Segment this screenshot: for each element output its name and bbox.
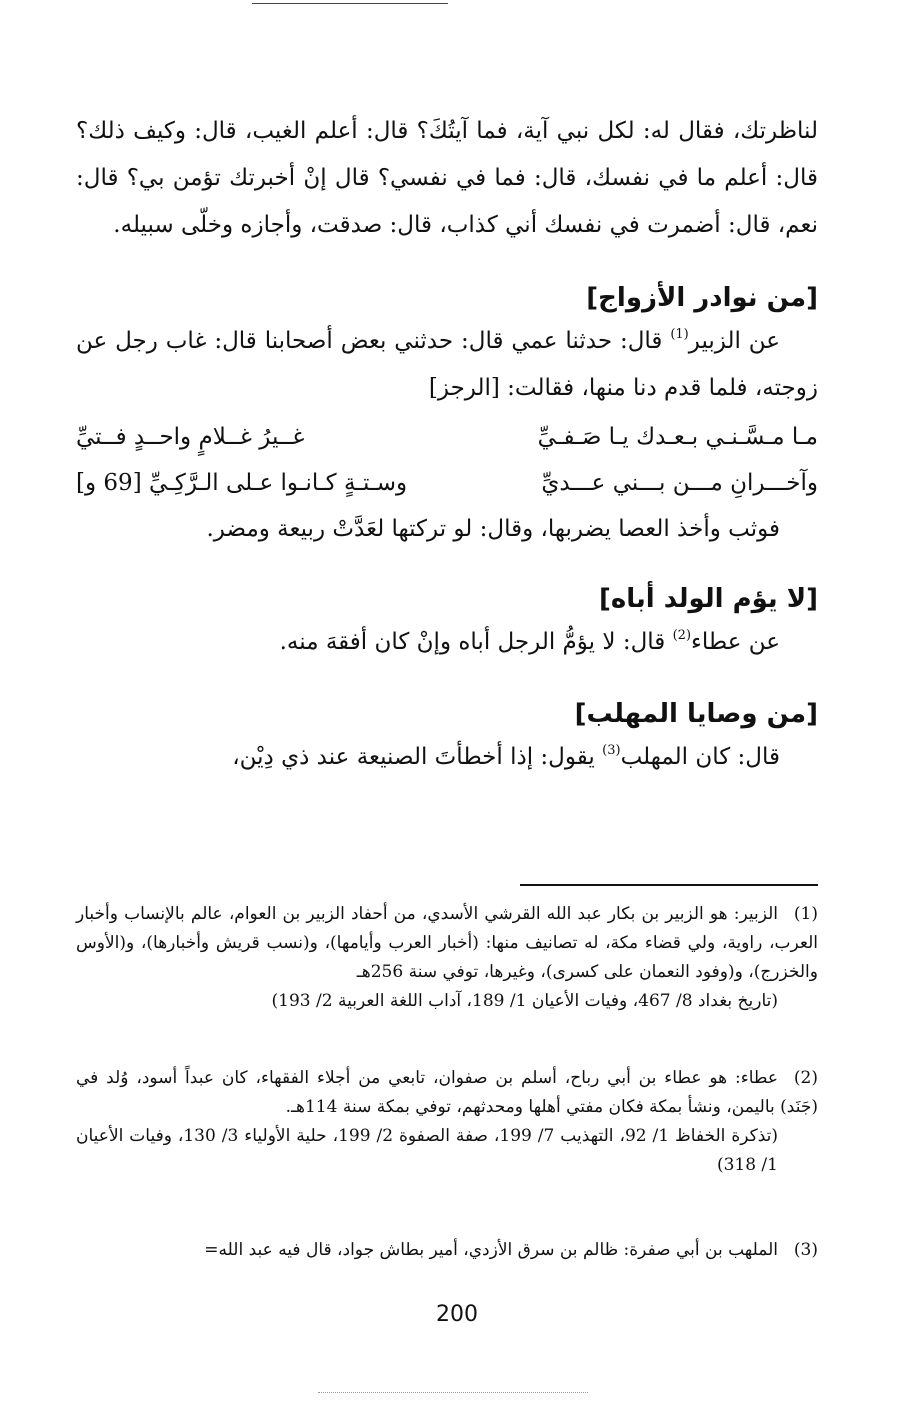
intro-after: قال: حدثنا عمي قال: حدثني بعض أصحابنا قال: غاب رجل عن زوجته، فلما قدم دنا منها، فقالت: [الرجز]: [76, 328, 818, 401]
verse-1-second-hemistich: غــيرُ غــلامٍ واحــدٍ فــتيِّ: [76, 424, 305, 450]
section-heading-muhallab: [من وصايا المهلب]: [574, 699, 818, 729]
footnote-ref-2: (2): [672, 628, 692, 643]
section-spouses-intro: [76, 318, 818, 412]
section-heading-spouses: [من نوادر الأزواج]: [586, 283, 818, 313]
verse-2-second-hemistich: وسـتـةٍ كـانـوا عـلى الـرَّكِـيِّ [69 و]: [76, 470, 408, 496]
footnote-2-number: (2): [793, 1068, 818, 1088]
intro-before: عن الزبير: [688, 328, 780, 354]
page-number: 200: [436, 1302, 478, 1327]
verse-2-first-hemistich: وآخـــرانِ مـــن بـــني عـــديِّ: [541, 470, 818, 496]
verse-line-2: [76, 460, 818, 506]
main-text: [76, 108, 818, 781]
verse-line-1: [76, 414, 818, 460]
opening-paragraph: لناظرتك، فقال له: لكل نبي آية، فما آيتُكَ؟ قال: أعلم الغيب، قال: وكيف ذلك؟ قال: أعلم ما في نفسك، قال: فما في نفسي؟ قال إنْ أخبرتك تؤمن بي؟ قال: نعم، قال: أضمرت في نفسك أني كذاب، قال: صدقت، وأجازه وخلّى سبيله.: [76, 118, 818, 238]
section-imam-text: [76, 619, 818, 666]
footnote-ref-1: (1): [670, 327, 689, 342]
muhallab-text-after: يقول: إذا أخطأتَ الصنيعة عند ذي دِيْن،: [232, 744, 603, 770]
footnote-3-text: الملهب بن أبي صفرة: ظالم بن سرق الأزدي، أمير بطاش جواد، قال فيه عبد الله=: [204, 1240, 778, 1260]
footnote-1-text: الزبير: هو الزبير بن بكار عبد الله القرشي الأسدي، من أحفاد الزبير بن العوام، عالم بالإنساب وأخبار العرب، راوية، ولي قضاء مكة، له تصانيف منها: (أخبار العرب وأيامها)، و(نسب قريش وأخبارها)، و(الأوس والخزرج)، و(وفود النعمان على كسرى)، وغيرها، توفي سنة 256هـ: [76, 904, 818, 982]
footnote-2-source: (تذكرة الخفاظ 1/ 92، التهذيب 7/ 199، صفة الصفوة 2/ 199، حلية الأولياء 3/ 130، وفيات الأعيان 1/ 318): [76, 1126, 779, 1175]
section-muhallab-text: [76, 734, 818, 781]
footnote-3-number: (3): [793, 1240, 818, 1260]
section-heading-imam: [لا يؤم الولد أباه]: [599, 584, 818, 614]
muhallab-text-before: قال: كان المهلب: [620, 744, 780, 770]
imam-text-after: قال: لا يؤمُّ الرجل أباه وإنْ كان أفقهَ منه.: [279, 629, 673, 655]
footnote-1: [76, 900, 818, 1016]
imam-text-before: عن عطاء: [691, 629, 780, 655]
footnote-1-body: [76, 900, 818, 987]
scan-artifact-line: [318, 1392, 588, 1394]
footnote-3-body: [76, 1236, 818, 1265]
footnote-2-text: عطاء: هو عطاء بن أبي رباح، أسلم بن صفوان، تابعي من أجلاء الفقهاء، كان عبداً أسود، وُلد في (جَنَد) باليمن، ونشأ بمكة فكان مفتي أهلها ومحدثهم، توفي بمكة سنة 114هـ.: [76, 1068, 818, 1117]
footnote-1-number: (1): [793, 904, 818, 924]
footnote-1-source: (تاريخ بغداد 8/ 467، وفيات الأعيان 1/ 189، آداب اللغة العربية 2/ 193): [271, 991, 778, 1011]
footnote-2-body: [76, 1064, 818, 1122]
footnote-ref-3: (3): [602, 743, 621, 758]
top-rule: [252, 3, 448, 4]
footnote-2: [76, 1064, 818, 1180]
footnote-separator: [520, 884, 818, 886]
verse-1-first-hemistich: مـا مـسَّـنـي بـعـدك يـا صَـفـيِّ: [537, 424, 818, 450]
footnote-3: [76, 1236, 818, 1265]
section-spouses-closing: فوثب وأخذ العصا يضربها، وقال: لو تركتها لعَدَّتْ ربيعة ومضر.: [206, 516, 780, 542]
